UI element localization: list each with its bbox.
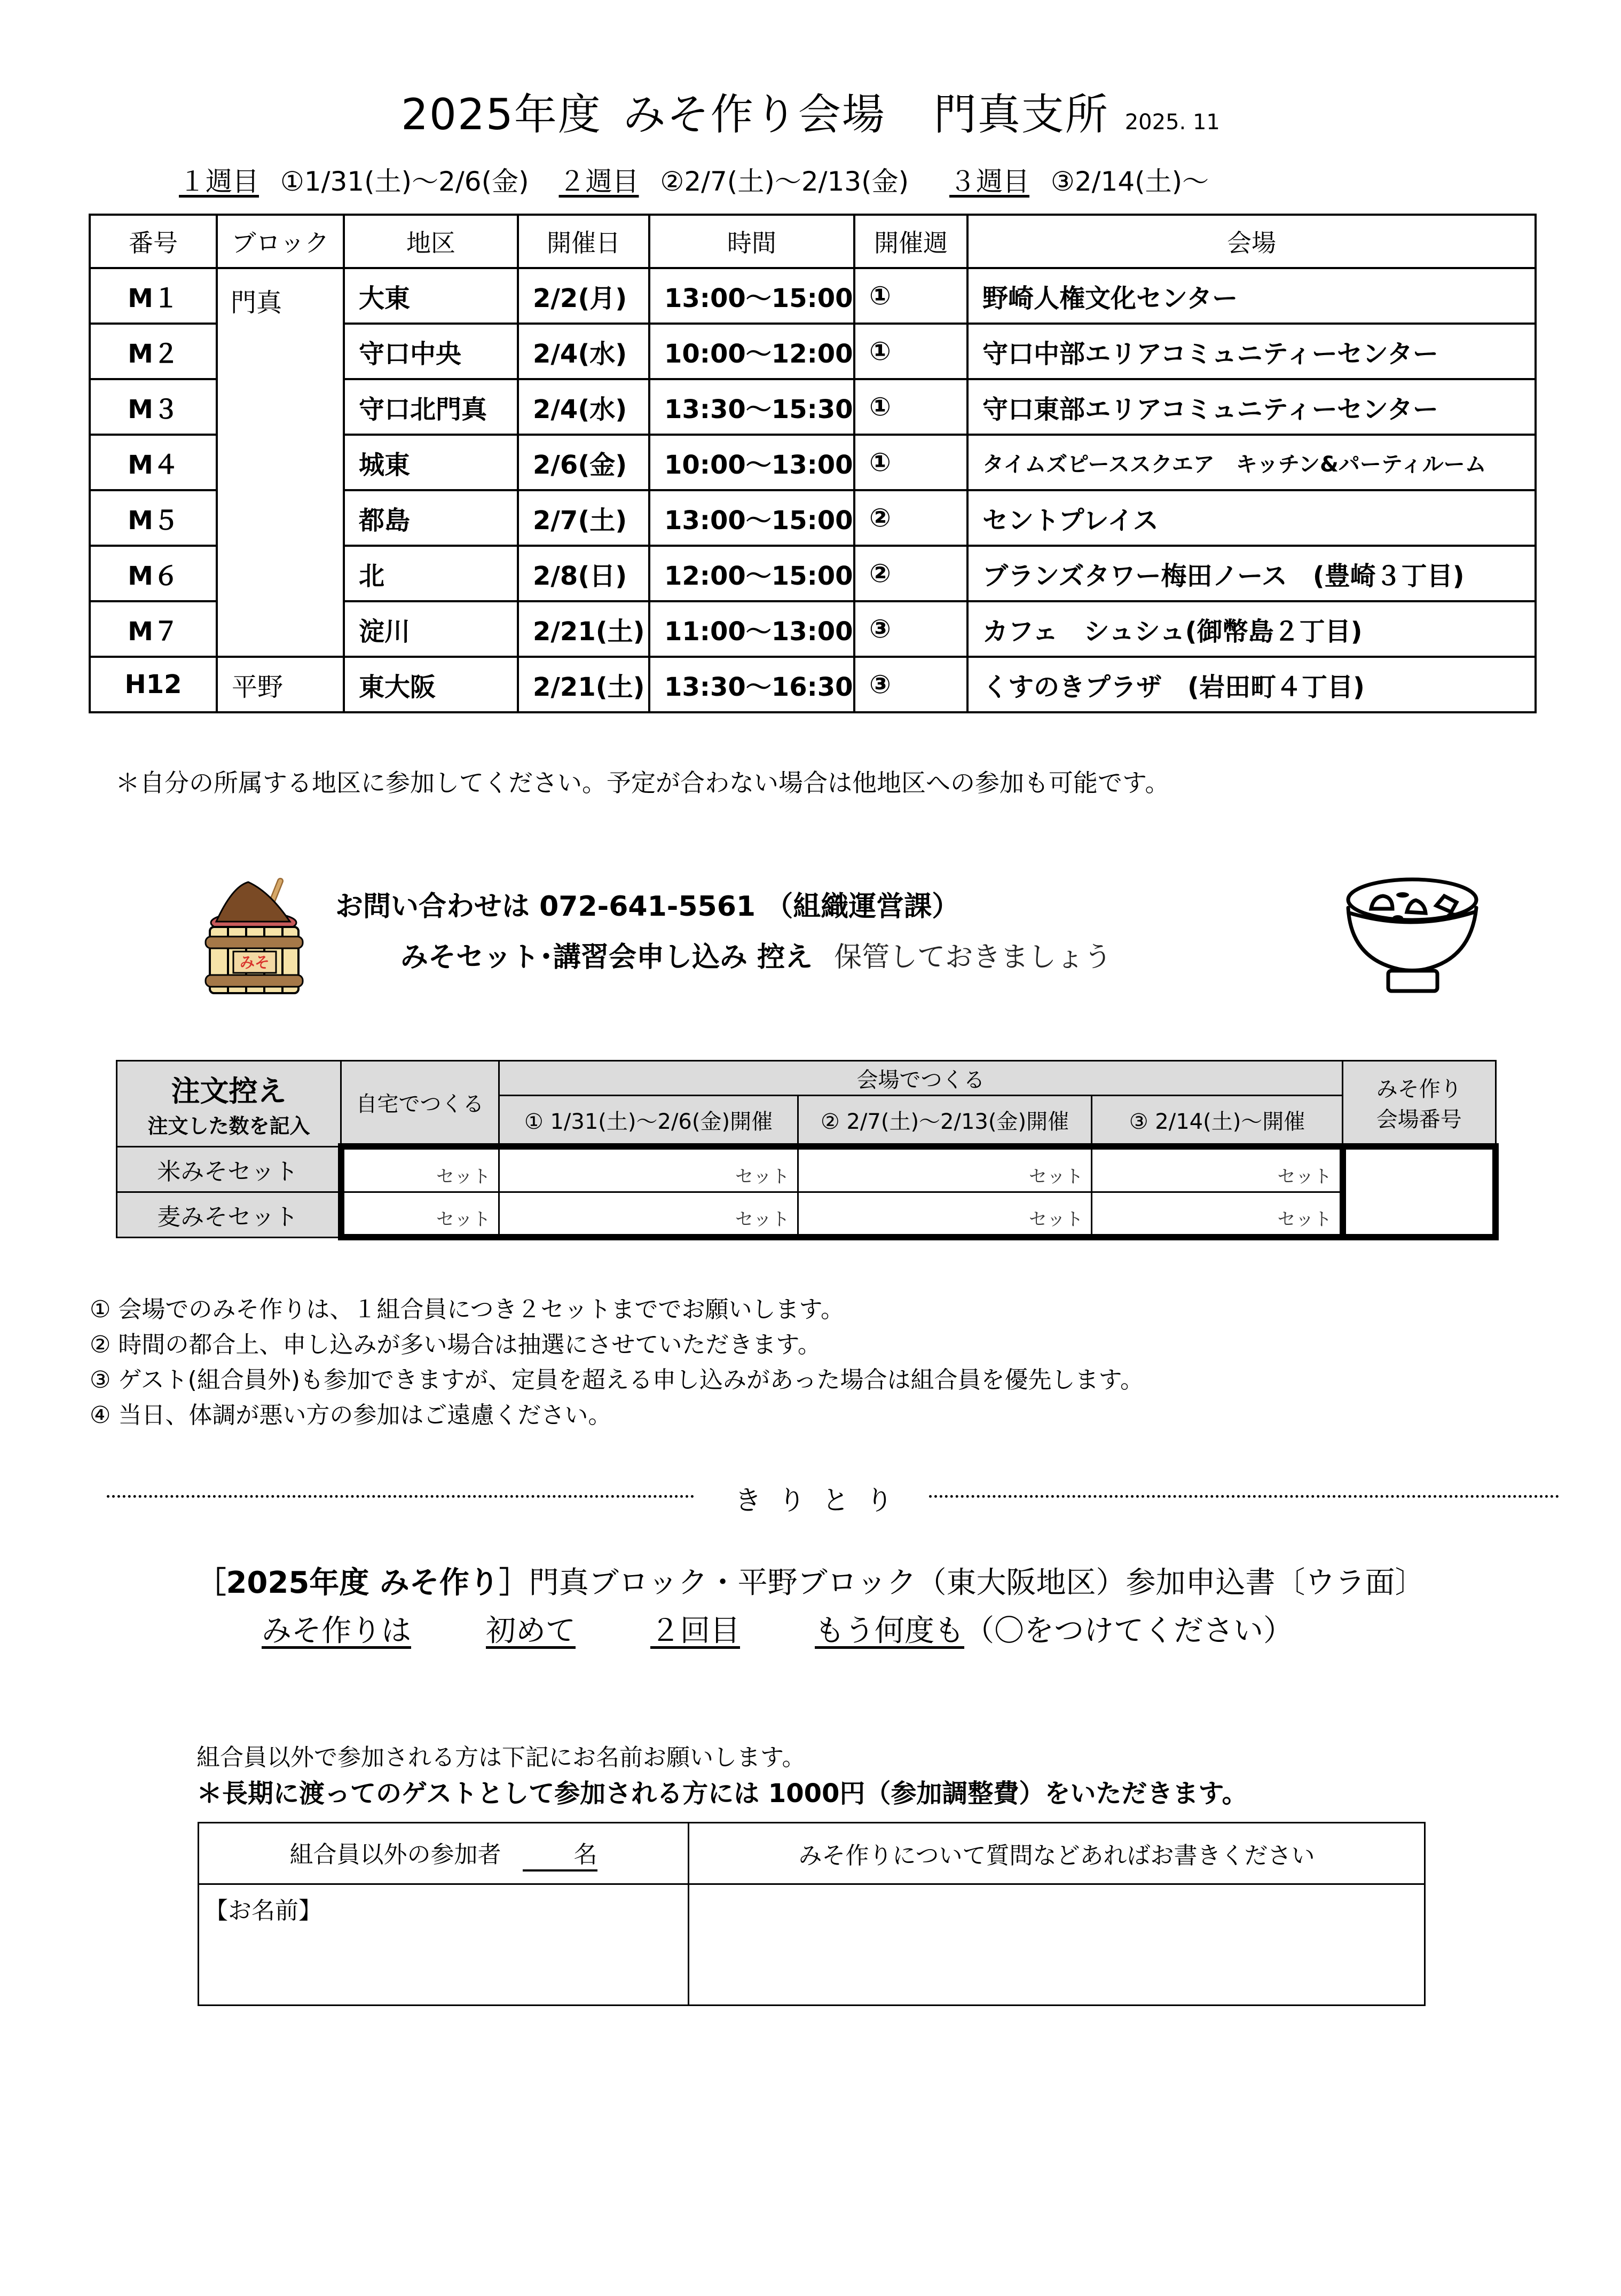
district-note: ＊自分の所属する地区に参加してください。予定が合わない場合は他地区への参加も可能です。 bbox=[115, 768, 1170, 797]
table-row bbox=[117, 1192, 1496, 1237]
question-header: みそ作りについて質問などあればお書きください bbox=[689, 1823, 1425, 1884]
row-date: 2/21(土) bbox=[518, 657, 649, 712]
guest-table bbox=[198, 1822, 1426, 2006]
rule-item: ③ ゲスト(組合員外)も参加できますが、定員を超える申し込みがあった場合は組合員を優先します。 bbox=[90, 1366, 1144, 1394]
guest-fee-note: ＊長期に渡ってのゲストとして参加される方には 1000円（参加調整費）をいただきます。 bbox=[196, 1779, 1248, 1809]
row-barley-miso: 麦みそセット bbox=[117, 1192, 341, 1237]
row-district: 守口北門真 bbox=[344, 379, 518, 435]
row-time: 11:00～13:00 bbox=[649, 601, 854, 657]
block-hirano: 平野 bbox=[217, 657, 344, 712]
week-3-label: ３週目 bbox=[949, 166, 1030, 197]
row-date: 2/6(金) bbox=[518, 435, 649, 490]
header-venue: 会場 bbox=[967, 215, 1536, 268]
application-title-rest: 門真ブロック・平野ブロック（東大阪地区）参加申込書〔ウラ面〕 bbox=[529, 1566, 1425, 1600]
row-venue: 野崎人権文化センター bbox=[967, 268, 1536, 324]
rule-item: ④ 当日、体調が悪い方の参加はご遠慮ください。 bbox=[90, 1402, 612, 1429]
row-district: 都島 bbox=[344, 490, 518, 546]
row-week: ① bbox=[854, 435, 967, 490]
circle-instruction: （〇をつけてください） bbox=[964, 1614, 1293, 1648]
row-date: 2/4(水) bbox=[518, 324, 649, 379]
barley-home-qty[interactable]: セット bbox=[341, 1192, 499, 1237]
guest-count-label: 組合員以外の参加者 bbox=[289, 1841, 501, 1868]
title-year: 2025年度 bbox=[401, 90, 602, 139]
option-first-time[interactable]: 初めて bbox=[486, 1614, 576, 1648]
week-2-range: ②2/7(土)～2/13(金) bbox=[660, 166, 909, 197]
row-time: 12:00～15:00 bbox=[649, 546, 854, 601]
row-number: M２ bbox=[90, 324, 217, 379]
cut-dash-right bbox=[929, 1495, 1559, 1498]
order-subtitle: 注文した数を記入 bbox=[147, 1114, 310, 1138]
header-week-2: ② 2/7(土)～2/13(金)開催 bbox=[798, 1096, 1092, 1147]
row-number: M３ bbox=[90, 379, 217, 435]
row-number: M１ bbox=[90, 268, 217, 324]
row-rice-miso: 米みそセット bbox=[117, 1146, 341, 1192]
row-number: M５ bbox=[90, 490, 217, 546]
option-many-times[interactable]: もう何度も bbox=[815, 1614, 964, 1648]
guest-note: 組合員以外で参加される方は下記にお名前お願いします。 bbox=[196, 1744, 806, 1771]
rice-week1-qty[interactable]: セット bbox=[499, 1146, 798, 1192]
cut-dash-left bbox=[107, 1495, 694, 1498]
schedule-header-row bbox=[90, 215, 1536, 268]
row-time: 13:00～15:00 bbox=[649, 268, 854, 324]
header-venue-number bbox=[1343, 1061, 1496, 1147]
block-kadoma: 門真 bbox=[217, 268, 344, 657]
week-1-range: ①1/31(土)～2/6(金) bbox=[280, 166, 529, 197]
order-copy-table bbox=[116, 1060, 1499, 1240]
venue-number-line1: みそ作り bbox=[1376, 1076, 1462, 1102]
miso-barrel-icon bbox=[200, 876, 312, 998]
experience-question bbox=[262, 1607, 1293, 1650]
rule-item: ② 時間の都合上、申し込みが多い場合は抽選にさせていただきます。 bbox=[90, 1331, 821, 1358]
row-week: ③ bbox=[854, 601, 967, 657]
table-row bbox=[90, 268, 1536, 324]
row-number: M４ bbox=[90, 435, 217, 490]
contact-info: お問い合わせは 072-641-5561 （組織運営課） bbox=[335, 891, 960, 923]
venue-number-line2: 会場番号 bbox=[1376, 1107, 1462, 1132]
row-date: 2/4(水) bbox=[518, 379, 649, 435]
row-venue: セントプレイス bbox=[967, 490, 1536, 546]
row-week: ① bbox=[854, 324, 967, 379]
header-week-1: ① 1/31(土)～2/6(金)開催 bbox=[499, 1096, 798, 1147]
header-district: 地区 bbox=[344, 215, 518, 268]
option-second-time[interactable]: ２回目 bbox=[650, 1614, 740, 1648]
application-title bbox=[0, 1559, 1621, 1602]
order-title-cell bbox=[117, 1061, 341, 1147]
week-schedule bbox=[179, 160, 1209, 199]
title-event: みそ作り会場 bbox=[623, 90, 886, 139]
week-2-label: ２週目 bbox=[558, 166, 639, 197]
row-date: 2/21(土) bbox=[518, 601, 649, 657]
row-week: ② bbox=[854, 546, 967, 601]
guest-name-field[interactable] bbox=[199, 1884, 689, 2006]
order-copy-notice bbox=[400, 934, 1112, 974]
experience-label: みそ作りは bbox=[262, 1614, 411, 1648]
row-week: ① bbox=[854, 268, 967, 324]
row-number: M７ bbox=[90, 601, 217, 657]
table-row bbox=[117, 1146, 1496, 1192]
week-1-label: １週目 bbox=[179, 166, 259, 197]
rice-week3-qty[interactable]: セット bbox=[1092, 1146, 1343, 1192]
row-time: 10:00～13:00 bbox=[649, 435, 854, 490]
order-copy-title: みそセット･講習会申し込み 控え bbox=[400, 941, 813, 973]
barley-week3-qty[interactable]: セット bbox=[1092, 1192, 1343, 1237]
row-date: 2/7(土) bbox=[518, 490, 649, 546]
row-date: 2/8(日) bbox=[518, 546, 649, 601]
rice-home-qty[interactable]: セット bbox=[341, 1146, 499, 1192]
header-date: 開催日 bbox=[518, 215, 649, 268]
row-time: 13:30～15:30 bbox=[649, 379, 854, 435]
row-time: 10:00～12:00 bbox=[649, 324, 854, 379]
header-venue-group: 会場でつくる bbox=[499, 1061, 1343, 1096]
application-title-bold: ［2025年度 みそ作り］ bbox=[196, 1566, 529, 1600]
row-district: 北 bbox=[344, 546, 518, 601]
question-field[interactable] bbox=[689, 1884, 1425, 2006]
keep-notice: 保管しておきましょう bbox=[834, 941, 1112, 973]
row-district: 城東 bbox=[344, 435, 518, 490]
row-number: M６ bbox=[90, 546, 217, 601]
row-number: H12 bbox=[90, 657, 217, 712]
row-district: 守口中央 bbox=[344, 324, 518, 379]
row-district: 大東 bbox=[344, 268, 518, 324]
cut-line bbox=[107, 1479, 1559, 1516]
barley-week1-qty[interactable]: セット bbox=[499, 1192, 798, 1237]
header-week: 開催週 bbox=[854, 215, 967, 268]
schedule-table bbox=[89, 214, 1537, 713]
header-home: 自宅でつくる bbox=[341, 1061, 499, 1147]
header-number: 番号 bbox=[90, 215, 217, 268]
name-label: 【お名前】 bbox=[204, 1897, 322, 1924]
table-row bbox=[90, 657, 1536, 712]
page-title bbox=[0, 80, 1621, 141]
miso-soup-bowl-icon bbox=[1335, 865, 1490, 998]
row-week: ② bbox=[854, 490, 967, 546]
rules-list bbox=[90, 1292, 1144, 1433]
row-week: ① bbox=[854, 379, 967, 435]
guest-count-cell bbox=[199, 1823, 689, 1884]
rice-week2-qty[interactable]: セット bbox=[798, 1146, 1092, 1192]
row-time: 13:00～15:00 bbox=[649, 490, 854, 546]
header-block: ブロック bbox=[217, 215, 344, 268]
header-week-3: ③ 2/14(土)～開催 bbox=[1092, 1096, 1343, 1147]
rule-item: ① 会場でのみそ作りは、１組合員につき２セットまででお願いします。 bbox=[90, 1296, 845, 1323]
svg-text:みそ: みそ bbox=[239, 954, 270, 971]
guest-count-input[interactable]: 名 bbox=[523, 1835, 597, 1872]
row-week: ③ bbox=[854, 657, 967, 712]
row-date: 2/2(月) bbox=[518, 268, 649, 324]
issue-date: 2025. 11 bbox=[1124, 110, 1220, 135]
header-time: 時間 bbox=[649, 215, 854, 268]
row-venue: 守口東部エリアコミュニティーセンター bbox=[967, 379, 1536, 435]
row-district: 東大阪 bbox=[344, 657, 518, 712]
row-venue: カフェ シュシュ(御幣島２丁目) bbox=[967, 601, 1536, 657]
venue-number-input[interactable] bbox=[1343, 1146, 1496, 1237]
order-title: 注文控え bbox=[171, 1074, 287, 1108]
cut-label: きりとり bbox=[735, 1485, 910, 1516]
row-district: 淀川 bbox=[344, 601, 518, 657]
row-venue: くすのきプラザ (岩田町４丁目) bbox=[967, 657, 1536, 712]
row-venue: ブランズタワー梅田ノース (豊崎３丁目) bbox=[967, 546, 1536, 601]
title-branch: 門真支所 bbox=[933, 90, 1109, 139]
row-time: 13:30～16:30 bbox=[649, 657, 854, 712]
barley-week2-qty[interactable]: セット bbox=[798, 1192, 1092, 1237]
row-venue: タイムズピーススクエア キッチン&パーティルーム bbox=[967, 435, 1536, 490]
row-venue: 守口中部エリアコミュニティーセンター bbox=[967, 324, 1536, 379]
week-3-range: ③2/14(土)～ bbox=[1051, 166, 1209, 197]
